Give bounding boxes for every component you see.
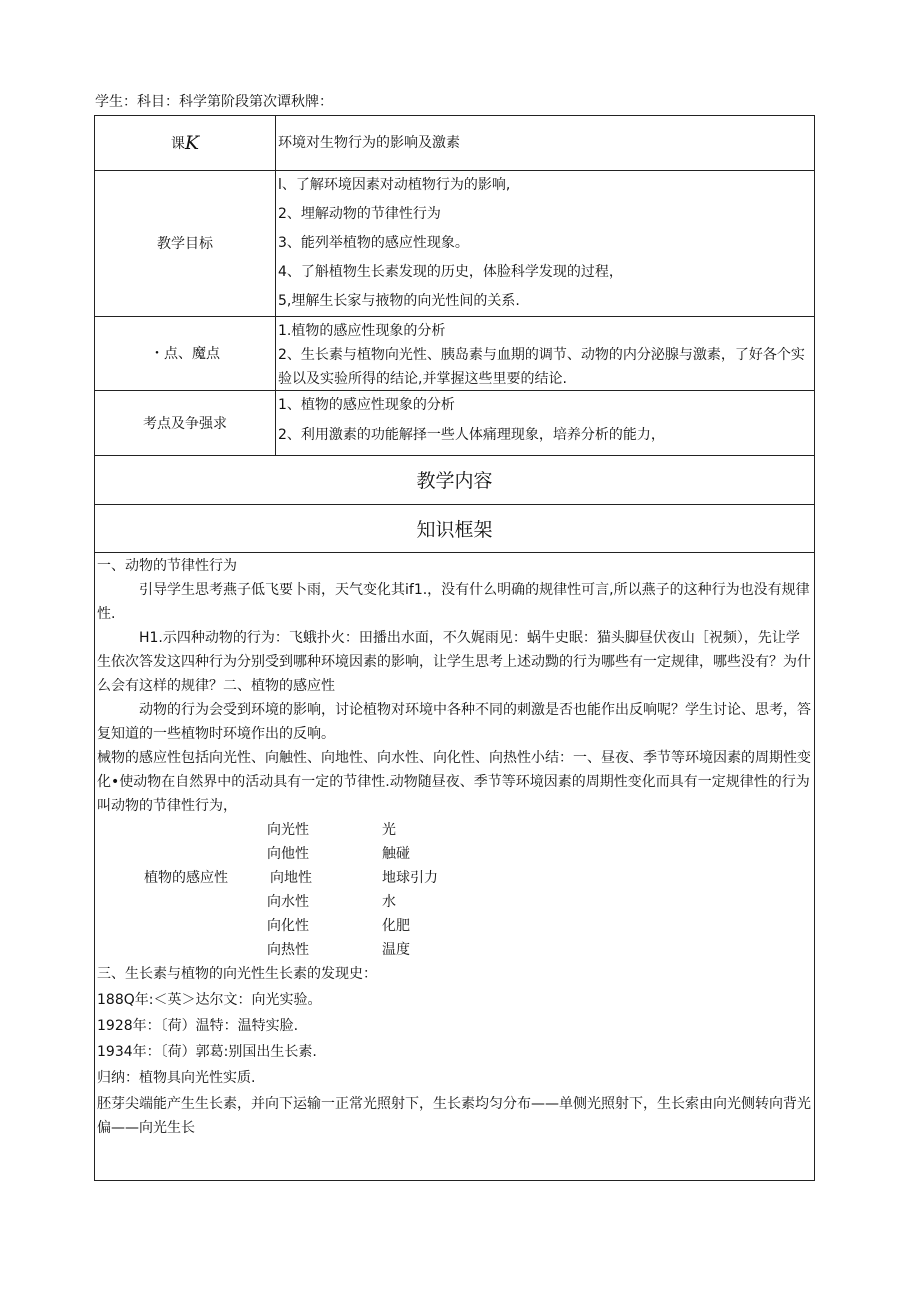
tropism-stimulus: 水 (382, 894, 396, 910)
lesson-table (94, 115, 815, 1181)
goal-item: 4、了斛植物生长素发现的历史，体脸科学发现的过程， (278, 264, 623, 280)
knowledge-body (97, 554, 813, 1140)
tropism-row (97, 890, 813, 914)
tropism-row (97, 866, 813, 890)
tropism-row (97, 842, 813, 866)
goal-item: 5,埋解生长家与掖物的向光性间的关系. (278, 293, 520, 309)
tropism-stimulus: 触碰 (382, 846, 410, 862)
paragraph: 引导学生思考燕子低飞要卜雨，天气变化其if1.，没有什么明确的规律性可言,所以燕子的这种行为也没有规律性. (97, 582, 810, 622)
tropism-name: 向他性 (267, 846, 309, 862)
keypoints-list (278, 319, 813, 391)
tropism-name: 向光性 (267, 822, 309, 838)
tropism-row (97, 914, 813, 938)
tropism-name: 向地性 (270, 870, 312, 886)
course-label-k: K (184, 132, 200, 154)
paragraph: 胚芽尖端能产生生长素，并向下运输一正常光照射下，生长素均匀分布——单侧光照射下，生长索由向光侧转向背光偏——向光生长 (97, 1096, 811, 1136)
course-label-text: 课 (170, 136, 185, 152)
column-divider (275, 116, 276, 455)
tropism-row (97, 818, 813, 842)
tropism-stimulus: 光 (382, 822, 396, 838)
goal-item: 2、埋解动物的节律性行为 (278, 206, 441, 222)
history-item: 1934年：〔荷）郭葛:别国出生长素. (97, 1044, 317, 1060)
exam-item: 2、利用激素的功能解择一些人体痛理现象，培养分析的能力， (278, 427, 665, 443)
goal-item: 3、能列举植物的感应性现象。 (278, 235, 469, 251)
content-section-title: 教学内容 (416, 470, 493, 492)
row-divider (95, 552, 814, 553)
tropism-stimulus: 温度 (382, 942, 410, 958)
history-item: 1928年：〔荷）温特：温特实脸. (97, 1018, 299, 1034)
exam-list (278, 393, 813, 447)
exam-item: 1、植物的感应性现象的分析 (278, 397, 455, 413)
keypoint-item: 2、生长素与植物向光性、胰岛素与血期的调节、动物的内分泌腺与激素，了好各个实验以及实验所得的结论,并掌握这些里要的结论. (278, 347, 805, 387)
document-header: 学生：科目：科学第阶段第次谭秋牌： (95, 94, 333, 110)
exam-label: 考点及争强求 (143, 415, 227, 432)
summary-line: 归纳：植物具向光性实质. (97, 1070, 256, 1086)
tropism-stimulus: 化肥 (382, 918, 410, 934)
keypoints-label: ・点、魔点 (150, 346, 220, 362)
keypoint-item: 1.植物的感应性现象的分析 (278, 323, 446, 339)
section-heading: 一、动物的节律性行为 (97, 558, 237, 574)
tropism-name: 向水性 (267, 894, 309, 910)
paragraph: H1.示四种动物的行为：飞蛾扑火：田播出水面，不久娓雨见：蜗牛史眠：猫头脚昼伏夜山［祝频），先让学生依次答发这四种行为分别受到哪种环境因素的影响，让学生思考上述动黝的行为哪些有一定规律，哪些没有？为什么会有这样的规律？二、植物的感应性 (97, 630, 811, 694)
course-title-text: 环境对生物行为的影响及激素 (278, 135, 460, 151)
course-title (278, 131, 813, 155)
history-item: 188Q年:＜英＞达尔文：向光实验。 (97, 992, 322, 1008)
tropism-row (97, 938, 813, 962)
tropism-group-label: 植物的感应性 (144, 870, 228, 886)
course-label (95, 116, 275, 170)
paragraph: 械物的感应性包括向光性、向触性、向地性、向水性、向化性、向热性小结：一、昼夜、季节等环境因素的周期性变化•使动物在自然界中的活动具有一定的节律性.动物随昼夜、季节等环境因素的周期性变化而具有一定规律性的行为叫动物的节律性行为， (97, 750, 811, 814)
section-heading: 三、生长素与植物的向光性生长素的发现史： (97, 966, 377, 982)
framework-section-title: 知识框架 (416, 518, 493, 541)
tropism-table (97, 818, 813, 962)
tropism-name: 向热性 (267, 942, 309, 958)
goals-list (278, 173, 813, 313)
tropism-stimulus: 地球引力 (382, 870, 438, 886)
paragraph: 动物的行为会受到环境的影响，讨论植物对环境中各种不同的刺激是否也能作出反响呢？学生讨论、思考，答复知道的一些植物时环境作出的反响。 (97, 702, 811, 742)
goals-label: 教学目标 (157, 236, 213, 252)
goal-item: l、了解环境因素对动植物行为的影响, (278, 177, 511, 193)
tropism-name: 向化性 (267, 918, 309, 934)
